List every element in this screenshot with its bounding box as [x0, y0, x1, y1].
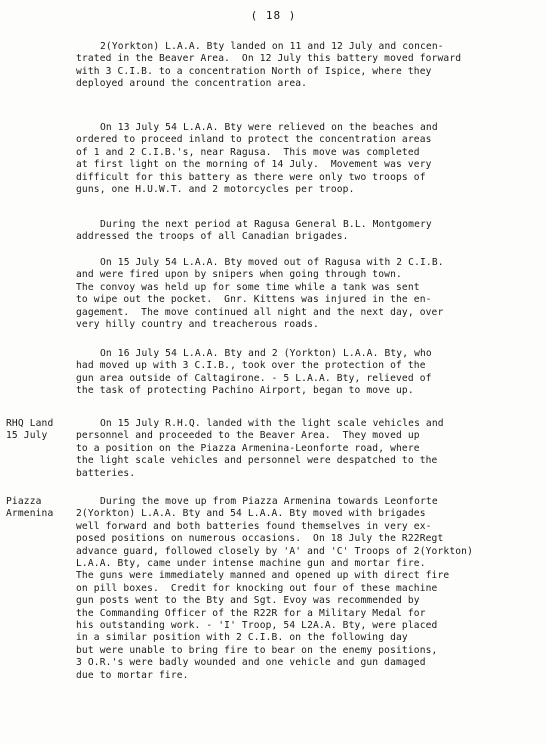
paragraph-rhq-landed [76, 418, 538, 480]
text-line: to a position on the Piazza Armenina-Leonforte road, where [76, 442, 420, 454]
text-line: The guns were immediately manned and opened up with direct fire [76, 570, 450, 582]
text-line: On 15 July R.H.Q. landed with the light scale vehicles and [100, 418, 444, 429]
margin-note-line: 15 July [6, 430, 48, 442]
text-line: On 15 July 54 L.A.A. Bty moved out of Ragusa with 2 C.I.B. [100, 257, 444, 268]
text-line: with 3 C.I.B. to a concentration North of Ispice, where they [76, 65, 432, 77]
text-line: the task of protecting Pachino Airport, began to move up. [76, 385, 414, 397]
text-line: had moved up with 3 C.I.B., took over the protection of the [76, 360, 426, 372]
text-line: the light scale vehicles and personnel were despatched to the [76, 455, 438, 467]
text-line: very hilly country and treacherous roads. [76, 319, 319, 331]
text-line: trated in the Beaver Area. On 12 July this battery moved forward [76, 53, 462, 65]
paragraph-yorkton-landing [76, 41, 538, 91]
text-line: at first light on the morning of 14 July. Movement was very [76, 159, 432, 171]
margin-note-line: Armenina [6, 508, 54, 520]
margin-note-line: Piazza [6, 496, 42, 507]
paragraph-montgomery [76, 219, 538, 244]
text-line: posed positions on numerous occasions. On 18 July the R22Regt [76, 533, 444, 545]
text-line: On 13 July 54 L.A.A. Bty were relieved on the beaches and [100, 122, 438, 133]
text-line: batteries. [76, 467, 136, 479]
margin-note-rhq-land [6, 418, 76, 443]
paragraph-piazza-armenina [76, 496, 538, 682]
text-line: the Commanding Officer of the R22R for a Military Medal for [76, 607, 426, 619]
text-line: in a similar position with 2 C.I.B. on the following day [76, 632, 408, 644]
text-line: gun area outside of Caltagirone. - 5 L.A.A. Bty, relieved of [76, 372, 432, 384]
text-line: difficult for this battery as there were only two troops of [76, 171, 426, 183]
text-line: During the move up from Piazza Armenina towards Leonforte [100, 496, 438, 507]
margin-note-line: RHQ Land [6, 418, 54, 429]
paragraph-caltagirone [76, 348, 538, 398]
text-line: advance guard, followed closely by 'A' and 'C' Troops of 2(Yorkton) [76, 545, 474, 557]
text-line: on pill boxes. Credit for knocking out four of these machine [76, 582, 438, 594]
text-line: and were fired upon by snipers when going through town. [76, 269, 402, 281]
page-number: ( 18 ) [250, 9, 297, 22]
text-line: guns, one H.U.W.T. and 2 motorcycles per troop. [76, 184, 355, 196]
text-line: his outstanding work. - 'I' Troop, 54 L2A.A. Bty, were placed [76, 620, 438, 632]
text-line: On 16 July 54 L.A.A. Bty and 2 (Yorkton) L.A.A. Bty, who [100, 348, 432, 359]
text-line: well forward and both batteries found themselves in very ex- [76, 520, 432, 532]
margin-note-piazza-armenina [6, 496, 76, 521]
text-line: of 1 and 2 C.I.B.'s, near Ragusa. This move was completed [76, 146, 420, 158]
text-line: but were unable to bring fire to bear on the enemy positions, [76, 644, 438, 656]
text-line: to wipe out the pocket. Gnr. Kittens was injured in the en- [76, 294, 432, 306]
text-line: 2(Yorkton) L.A.A. Bty and 54 L.A.A. Bty moved with brigades [76, 508, 426, 520]
text-line: due to mortar fire. [76, 669, 189, 681]
text-line: gun posts went to the Bty and Sgt. Evoy was recommended by [76, 595, 420, 607]
text-line: During the next period at Ragusa General B.L. Montgomery [100, 219, 432, 230]
paragraph-54-bty-relieved [76, 122, 538, 196]
text-line: personnel and proceeded to the Beaver Area. They moved up [76, 430, 420, 442]
text-line: 3 O.R.'s were badly wounded and one vehicle and gun damaged [76, 657, 426, 669]
paragraph-ragusa-move [76, 257, 538, 331]
text-line: gagement. The move continued all night and the next day, over [76, 306, 444, 318]
text-line: The convoy was held up for some time while a tank was sent [76, 281, 420, 293]
text-line: ordered to proceed inland to protect the concentration areas [76, 134, 432, 146]
text-line: deployed around the concentration area. [76, 78, 308, 90]
text-line: L.A.A. Bty, came under intense machine gun and mortar fire. [76, 558, 426, 570]
text-line: addressed the troops of all Canadian brigades. [76, 231, 349, 243]
text-line: 2(Yorkton) L.A.A. Bty landed on 11 and 12 July and concen- [100, 41, 444, 52]
